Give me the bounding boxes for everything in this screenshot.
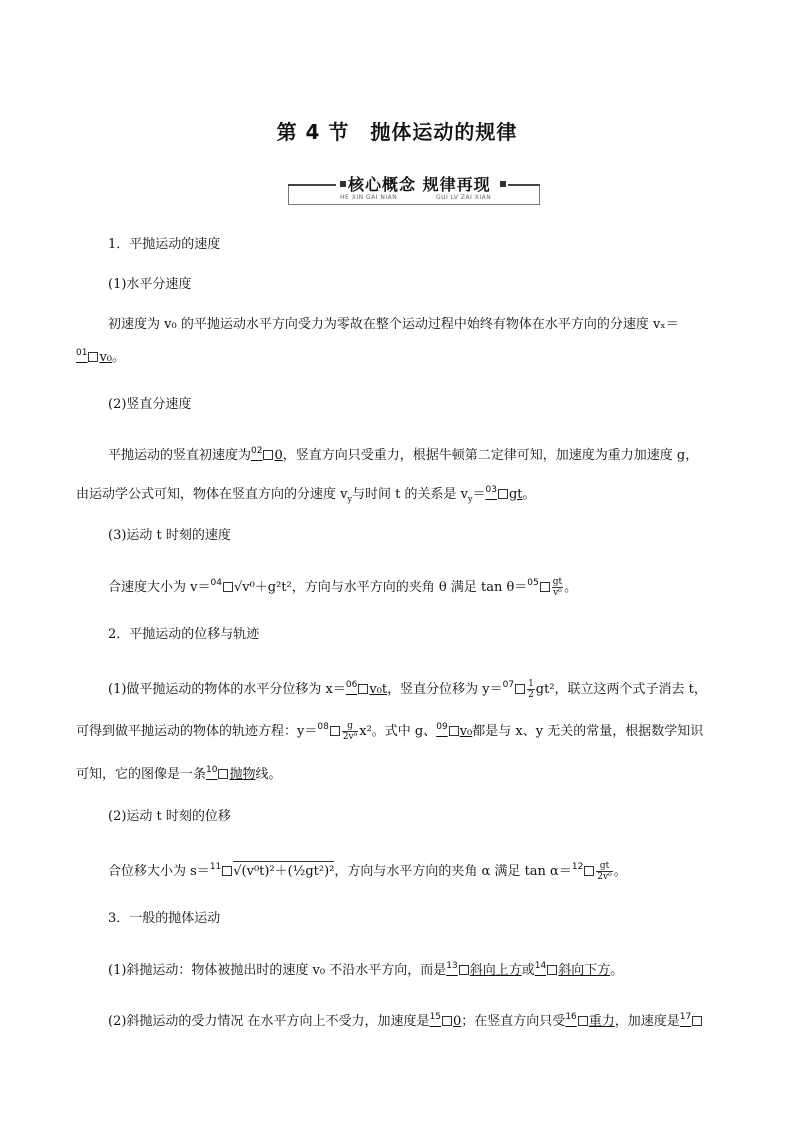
blank-answer: v₀ bbox=[99, 350, 113, 365]
blank-box-icon bbox=[88, 352, 98, 362]
blank-box-icon bbox=[218, 769, 228, 779]
blank-number: 06 bbox=[345, 680, 358, 690]
blank-answer: gt bbox=[508, 487, 523, 502]
text: 。 bbox=[610, 963, 624, 978]
page-title: 第 4 节 抛体运动的规律 bbox=[276, 120, 518, 144]
fill-blank bbox=[565, 1008, 614, 1031]
text: 。 bbox=[112, 350, 126, 365]
blank-answer: 斜向下方 bbox=[558, 963, 611, 978]
blank-box-icon bbox=[515, 684, 525, 694]
paragraph bbox=[76, 344, 125, 367]
blank-number: 09 bbox=[436, 722, 448, 732]
section-heading: 2．平抛运动的位移与轨迹 bbox=[108, 627, 260, 642]
denominator: v⁰ bbox=[553, 588, 562, 598]
fraction bbox=[342, 721, 358, 742]
text: ，竖直方向只受重力，根据牛顿第二定律可知，加速度为重力加速度 g， bbox=[282, 448, 699, 463]
text: ；在竖直方向只受 bbox=[461, 1014, 566, 1029]
blank-number: 08 bbox=[317, 722, 329, 732]
banner-title: 核心概念 规律再现 bbox=[348, 175, 491, 194]
blank-box-icon bbox=[547, 965, 557, 975]
fill-blank bbox=[446, 957, 521, 980]
text: 可知，它的图像是一条 bbox=[76, 767, 207, 782]
sub-heading: (1)水平分速度 bbox=[108, 277, 192, 292]
text: ，方向与水平方向的夹角 θ 满足 tan θ＝ bbox=[291, 580, 528, 595]
text: 平抛运动的竖直初速度为 bbox=[108, 448, 252, 463]
blank-box-icon bbox=[358, 684, 368, 694]
text: 可得到做平抛运动的物体的轨迹方程：y＝ bbox=[76, 724, 318, 739]
blank-box-icon bbox=[584, 866, 594, 876]
formula: √v⁰＋g²t² bbox=[233, 580, 292, 595]
numerator: g bbox=[342, 721, 358, 732]
paragraph: 由运动学公式可知，物体在竖直方向的分速度 $v_y$与时间 t 的关系是 $v_y=^{03}$ gt。 bbox=[76, 481, 536, 509]
banner-square-icon bbox=[500, 181, 506, 187]
blank-number: 16 bbox=[565, 1012, 577, 1022]
fill-blank bbox=[206, 761, 255, 784]
fill-blank bbox=[76, 344, 112, 367]
blank-number: 01 bbox=[76, 348, 88, 358]
text: (1)做平抛运动的物体的水平分位移为 x＝ bbox=[108, 682, 346, 697]
text: 。 bbox=[613, 864, 627, 879]
blank-answer: 抛物 bbox=[229, 767, 256, 782]
blank-box-icon bbox=[442, 1016, 452, 1026]
text: 由运动学公式可知，物体在竖直方向的分速度 v bbox=[76, 487, 348, 502]
blank-number: 02 bbox=[251, 446, 263, 456]
numerator: 1 bbox=[528, 679, 534, 689]
text: ，加速度是 bbox=[614, 1014, 680, 1029]
text: x²。式中 g、 bbox=[359, 724, 437, 739]
blank-box-icon bbox=[223, 582, 233, 592]
blank-box-icon bbox=[578, 1016, 588, 1026]
fill-blank bbox=[680, 1008, 703, 1031]
paragraph bbox=[108, 574, 577, 598]
blank-answer: 斜向上方 bbox=[469, 963, 522, 978]
text: (1)斜抛运动：物体被抛出时的速度 v₀ 不沿水平方向，而是 bbox=[108, 963, 447, 978]
numerator: gt bbox=[552, 577, 563, 587]
blank-answer: 0 bbox=[274, 448, 283, 463]
section-heading: 3．一般的抛体运动 bbox=[108, 911, 221, 926]
banner-square-icon bbox=[340, 181, 346, 187]
blank-number: 07 bbox=[502, 680, 515, 690]
sub-heading: (3)运动 t 时刻的速度 bbox=[108, 528, 231, 543]
blank-answer: v₀ bbox=[459, 724, 473, 739]
text: ＝ bbox=[472, 487, 486, 502]
fill-blank bbox=[346, 676, 387, 699]
text: 合位移大小为 s＝ bbox=[108, 864, 210, 879]
blank-box-icon bbox=[263, 450, 273, 460]
denominator: 2 bbox=[528, 690, 534, 700]
denominator: 2v⁰ bbox=[342, 732, 358, 742]
banner-bar-left bbox=[288, 184, 336, 186]
text: gt²，联立这两个式子消去 t， bbox=[535, 682, 707, 697]
text: 。 bbox=[522, 487, 536, 502]
blank-box-icon bbox=[449, 726, 459, 736]
text: (2)斜抛运动的受力情况 在水平方向上不受力，加速度是 bbox=[108, 1014, 430, 1029]
text: 合速度大小为 v＝ bbox=[108, 580, 211, 595]
fill-blank bbox=[430, 1008, 462, 1031]
section-heading: 1．平抛运动的速度 bbox=[108, 237, 221, 252]
blank-box-icon bbox=[222, 866, 232, 876]
blank-number: 12 bbox=[571, 862, 584, 872]
text: ，竖直分位移为 y＝ bbox=[387, 682, 503, 697]
blank-number: 11 bbox=[209, 862, 222, 872]
blank-number: 10 bbox=[206, 765, 218, 775]
fraction bbox=[527, 679, 535, 700]
text: 与时间 t 的关系是 v bbox=[352, 487, 468, 502]
blank-answer: 重力 bbox=[588, 1014, 615, 1029]
paragraph bbox=[108, 316, 679, 334]
fill-blank bbox=[535, 957, 610, 980]
paragraph bbox=[76, 761, 282, 784]
blank-box-icon bbox=[692, 1016, 702, 1026]
text: 都是与 x、y 无关的常量，根据数学知识 bbox=[472, 724, 704, 739]
blank-number: 13 bbox=[446, 961, 458, 971]
blank-answer: 0 bbox=[453, 1014, 462, 1029]
sub-heading: (2)运动 t 时刻的位移 bbox=[108, 809, 231, 824]
section-banner bbox=[288, 172, 540, 205]
text: ，方向与水平方向的夹角 α 满足 tan α＝ bbox=[334, 864, 572, 879]
fill-blank bbox=[251, 442, 283, 465]
blank-number: 04 bbox=[210, 578, 222, 588]
paragraph bbox=[76, 718, 703, 742]
banner-bar-right bbox=[508, 184, 540, 186]
text: 初速度为 v₀ 的平抛运动水平方向受力为零故在整个运动过程中始终有物体在水平方向的分速度 vₓ＝ bbox=[108, 317, 679, 332]
fill-blank bbox=[486, 481, 523, 504]
text: 。 bbox=[564, 580, 578, 595]
banner-subtitle-right: GUI LV ZAI XIAN bbox=[436, 194, 492, 201]
paragraph bbox=[108, 957, 623, 980]
fraction bbox=[596, 861, 612, 882]
paragraph bbox=[108, 442, 698, 465]
blank-number: 17 bbox=[679, 1012, 692, 1022]
text: 线。 bbox=[255, 767, 282, 782]
fraction bbox=[552, 577, 563, 598]
blank-answer: v₀t bbox=[369, 682, 388, 697]
denominator: 2v⁰ bbox=[597, 872, 612, 882]
text: 或 bbox=[521, 963, 535, 978]
blank-number: 05 bbox=[527, 578, 539, 588]
blank-box-icon bbox=[330, 726, 340, 736]
blank-box-icon bbox=[498, 489, 508, 499]
numerator: gt bbox=[596, 861, 612, 872]
blank-number: 14 bbox=[534, 961, 547, 971]
fill-blank bbox=[436, 718, 472, 741]
blank-box-icon bbox=[540, 582, 550, 592]
paragraph bbox=[108, 1008, 703, 1031]
blank-number: 15 bbox=[429, 1012, 442, 1022]
blank-number: 03 bbox=[485, 485, 497, 495]
paragraph bbox=[108, 858, 627, 882]
blank-box-icon bbox=[459, 965, 469, 975]
formula: √(v⁰t)²＋(½gt²)² bbox=[233, 861, 334, 879]
paragraph bbox=[108, 676, 707, 700]
banner-subtitle-left: HE XIN GAI NIAN bbox=[340, 194, 398, 201]
sub-heading: (2)竖直分速度 bbox=[108, 397, 192, 412]
